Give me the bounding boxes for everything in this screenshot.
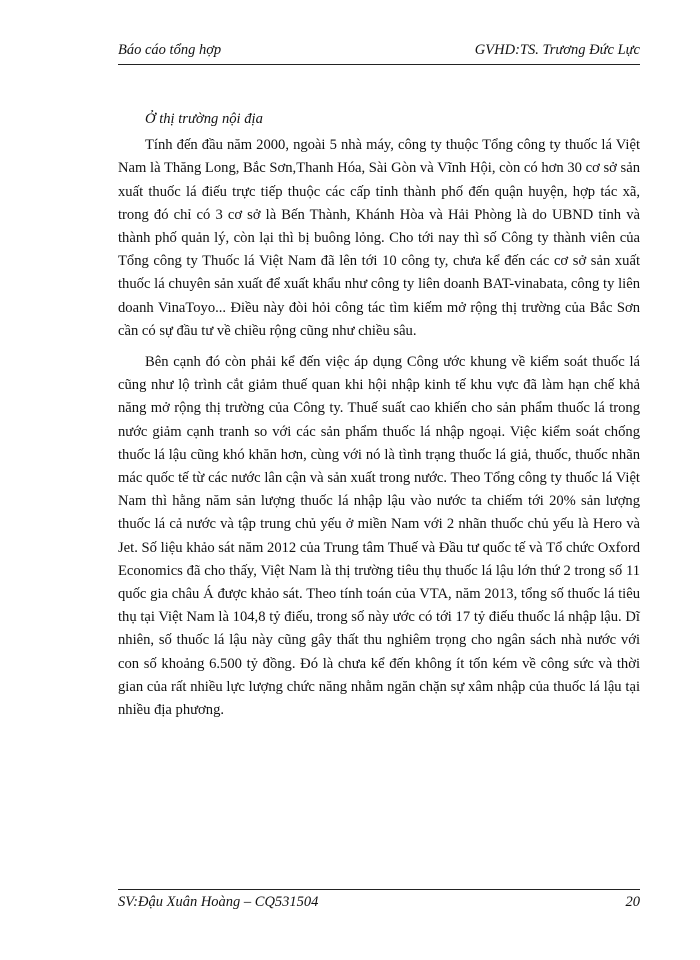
paragraph-smuggling-and-tariffs: Bên cạnh đó còn phải kể đến việc áp dụng Công ước khung về kiểm soát thuốc lá cũng như lộ trình cắt giảm thuế quan khi hội nhập kinh tế khu vực đã làm hạn chế khả năng mở rộng thị trường của Công ty. Thuế suất cao khiến cho sản phẩm thuốc lá trong nước giảm cạnh tranh so với các sản phẩm thuốc lá nhập ngoại. Việc kiểm soát chống thuốc lá lậu cũng khó khăn hơn, cùng với nó là tình trạng thuốc lá giả, thuốc, thuốc nhãn mác quốc tế từ các nước lân cận và sản xuất trong nước. Theo Tổng công ty thuốc lá Việt Nam thì hằng năm sản lượng thuốc lá nhập lậu vào nước ta chiếm tới 20% sản lượng thuốc lá cả nước và tập trung chủ yếu ở miền Nam với 2 nhãn thuốc chủ yếu là Hero và Jet. Số liệu khảo sát năm 2012 của Trung tâm Thuế và Đầu tư quốc tế và Tổ chức Oxford Economics đã cho thấy, Việt Nam là thị trường tiêu thụ thuốc lá lậu lớn thứ 2 trong số 11 quốc gia châu Á được khảo sát. Theo tính toán của VTA, năm 2013, tổng số thuốc lá tiêu thụ tại Việt Nam là 104,8 tỷ điếu, trong số này ước có tới 17 tỷ điếu thuốc lá nhập lậu. Dĩ nhiên, số thuốc lá lậu này cũng gây thất thu nghiêm trọng cho ngân sách nhà nước với con số khoảng 6.500 tỷ đồng. Đó là chưa kể đến không ít tốn kém về công sức và thời gian của rất nhiều lực lượng chức năng nhằm ngăn chặn sự xâm nhập của thuốc lá lậu tại nhiều địa phương.: [118, 354, 640, 719]
paragraph-domestic-market-overview: Tính đến đầu năm 2000, ngoài 5 nhà máy, công ty thuộc Tổng công ty thuốc lá Việt Nam là Thăng Long, Bắc Sơn,Thanh Hóa, Sài Gòn và Vĩnh Hội, còn có hơn 30 cơ sở sản xuất thuốc lá điếu trực tiếp thuộc các cấp tỉnh thành phố đến quận huyện, hợp tác xã, trong đó chỉ có 3 cơ sở là Bến Thành, Khánh Hòa và Hải Phòng là do UBND tỉnh và thành phố quản lý, còn lại thì bị buông lỏng. Cho tới nay thì số Công ty thành viên của Tổng công ty Thuốc lá Việt Nam đã lên tới 10 công ty, chưa kể đến các cơ sở sản xuất thuốc lá chuyên sản xuất để xuất khẩu như công ty liên doanh BAT-vinabata, công ty liên doanh VinaToyo... Điều này đòi hỏi công tác tìm kiếm mở rộng thị trường của Bắc Sơn cần có sự đầu tư về chiều rộng cũng như chiều sâu.: [118, 137, 640, 339]
page-footer: [118, 889, 640, 912]
document-body: [118, 108, 640, 730]
header-report-title: Báo cáo tổng hợp: [118, 42, 222, 58]
section-heading: Ở thị trường nội địa: [145, 111, 263, 127]
header-supervisor: GVHD:TS. Trương Đức Lực: [474, 42, 640, 58]
page-header: [118, 40, 640, 65]
footer-student-info: SV:Đậu Xuân Hoàng – CQ531504: [118, 894, 319, 910]
page-number: 20: [625, 894, 640, 910]
